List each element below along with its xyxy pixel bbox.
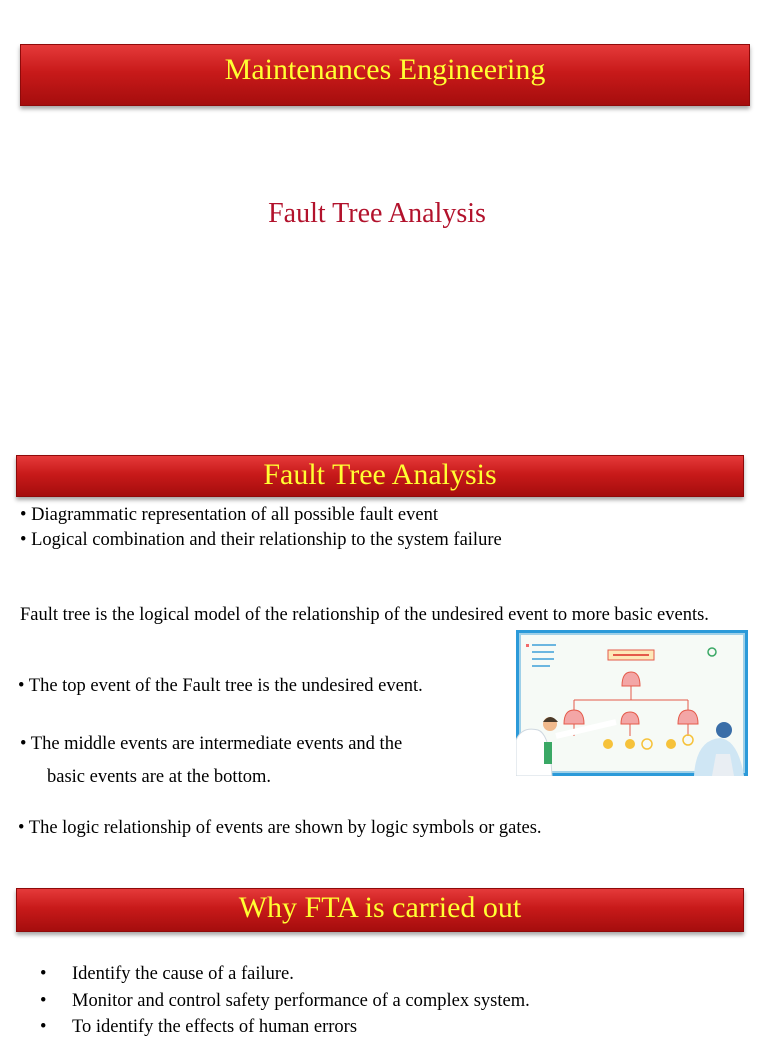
slide2-bullet-2: • Logical combination and their relationship to the system failure	[20, 530, 502, 550]
slide2-point-1: • The top event of the Fault tree is the undesired event.	[18, 676, 423, 696]
slide2-title: Fault Tree Analysis	[263, 458, 497, 491]
slide3-bullet-1	[40, 963, 294, 985]
slide1-subtitle: Fault Tree Analysis	[268, 198, 486, 229]
top-event-gate-icon	[622, 672, 640, 686]
fault-tree-illustration	[516, 630, 748, 776]
slide2-title-banner	[16, 455, 744, 497]
slide3-bullet-1-text: Identify the cause of a failure.	[72, 964, 294, 984]
slide1-title: Maintenances Engineering	[224, 53, 546, 86]
slide2-paragraph: Fault tree is the logical model of the relationship of the undesired event to more basic events.	[20, 605, 709, 625]
slide3-title-banner	[16, 888, 744, 932]
bullet-symbol: •	[40, 991, 47, 1011]
slide3-bullet-2	[40, 990, 530, 1012]
slide3-bullet-3	[40, 1016, 357, 1038]
bullet-symbol: •	[40, 964, 47, 984]
basic-event-icon	[625, 739, 635, 749]
slide2-point-3: • The logic relationship of events are shown by logic symbols or gates.	[18, 818, 542, 838]
bullet-symbol: •	[40, 1017, 47, 1037]
slide3-bullet-3-text: To identify the effects of human errors	[72, 1017, 358, 1037]
basic-event-icon	[666, 739, 676, 749]
slide2-point-2-line-1: • The middle events are intermediate events and the	[20, 734, 403, 754]
intermediate-gate-icon	[564, 710, 584, 724]
slide3-title: Why FTA is carried out	[238, 891, 522, 924]
slide1-title-banner	[20, 44, 750, 106]
slide2-bullet-1: • Diagrammatic representation of all possible fault event	[20, 505, 438, 525]
slide2-point-2-line-2: basic events are at the bottom.	[47, 767, 271, 787]
slide3-bullet-2-text: Monitor and control safety performance of a complex system.	[72, 991, 530, 1011]
intermediate-gate-icon	[678, 710, 698, 724]
basic-event-icon	[603, 739, 613, 749]
